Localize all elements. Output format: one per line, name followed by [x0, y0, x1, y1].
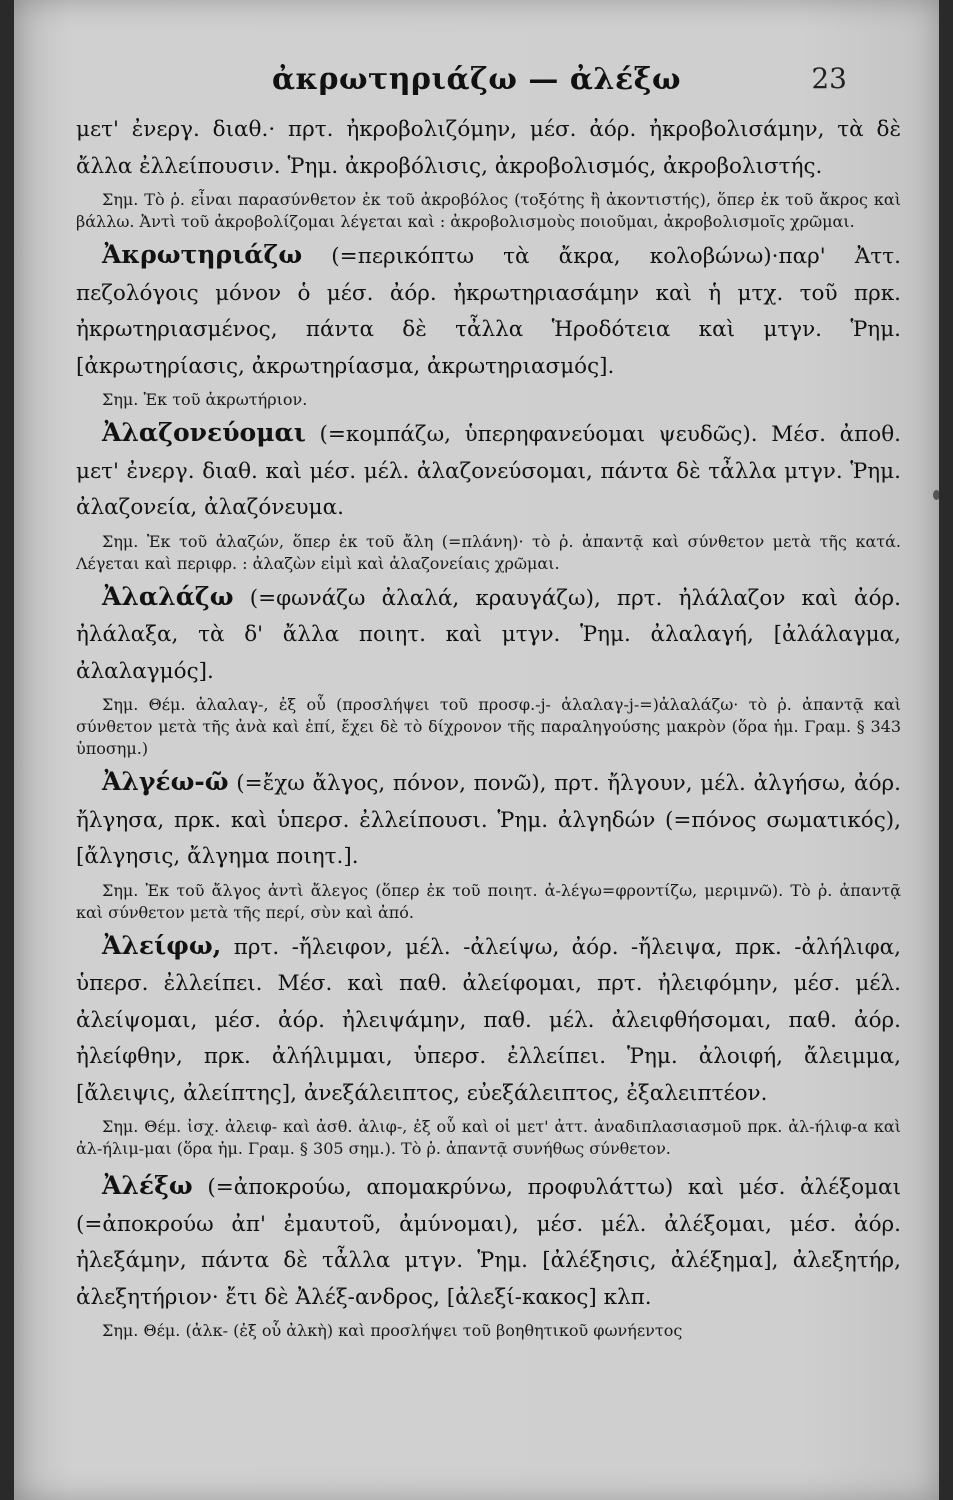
- paragraph-continuation: μετ' ἐνεργ. διαθ.· πρτ. ἠκροβολιζόμην, μέσ. ἀόρ. ἠκροβολισάμην, τὰ δὲ ἄλλα ἐλλείπουσιν. Ῥημ. ἀκροβόλισις, ἀκροβολισμός, ἀκροβολιστής.: [76, 117, 901, 179]
- headword: Ἀλείφω,: [102, 930, 222, 960]
- note-akrovolizomai: Σημ. Τὸ ῥ. εἶναι παρασύνθετον ἐκ τοῦ ἀκροβόλος (τοξότης ἢ ἀκοντιστής), ὅπερ ἐκ τοῦ ἄκρος καὶ βάλλω. Ἀντὶ τοῦ ἀκροβολίζομαι λέγεται καὶ : ἀκροβολισμοὺς ποιοῦμαι, ἀκροβολισμοῖς χρῶμαι.: [76, 190, 901, 231]
- entries-column: [76, 112, 901, 1342]
- entry-aleifo: Ἀλείφω, πρτ. -ἤλειφον, μέλ. -ἀλείψω, ἀόρ. -ἤλειψα, πρκ. -ἀλήλιφα, ὑπερσ. ἐλλείπει. Μέσ. καὶ παθ. ἀλείφομαι, πρτ. ἠλειφόμην, μέσ. μέλ. ἀλείψομαι, μέσ. ἀόρ. ἠλειψάμην, παθ. μέλ. ἀλειφθήσομαι, παθ. ἀόρ. ἠλείφθην, πρκ. ἀλήλιμμαι, ὑπερσ. ἐλλείπει. Ῥημ. ἀλοιφή, ἄλειμμα, [ἄλειψις, ἀλείπτης], ἀνεξάλειπτος, εὐεξάλειπτος, ἐξαλειπτέον.: [76, 930, 901, 1106]
- headword: Ἀλαλάζω: [102, 581, 234, 611]
- note-alazoneuomai: Σημ. Ἐκ τοῦ ἀλαζών, ὅπερ ἐκ τοῦ ἄλη (=πλάνη)· τὸ ῥ. ἀπαντᾷ καὶ σύνθετον μετὰ τῆς κατά. Λέγεται καὶ περιφρ. : ἀλαζὼν εἰμὶ καὶ ἀλαζονείαις χρῶμαι.: [76, 531, 901, 573]
- book-page: [14, 0, 939, 1500]
- entry-alalazo: Ἀλαλάζω (=φωνάζω ἀλαλά, κραυγάζω), πρτ. ἠλάλαζον καὶ ἀόρ. ἠλάλαξα, τὰ δ' ἄλλα ποιητ. καὶ μτγν. Ῥημ. ἀλαλαγή, [ἀλάλαγμα, ἀλαλαγμός].: [76, 581, 901, 684]
- running-header: [14, 62, 939, 102]
- page-edge-mark: [933, 490, 939, 500]
- headword: Ἀλγέω-ῶ: [102, 767, 229, 796]
- entry-alexo: Ἀλέξω (=ἀποκρούω, απομακρύνω, προφυλάττω) καὶ μέσ. ἀλέξομαι (=ἀποκρούω ἀπ' ἐμαυτοῦ, ἀμύνομαι), μέσ. μέλ. ἀλέξομαι, μέσ. ἀόρ. ἠλεξάμην, πάντα δὲ τἆλλα μτγν. Ῥημ. [ἀλέξησις, ἀλέξημα], ἀλεξητήρ, ἀλεξητήριον· ἔτι δὲ Ἀλέξ-ανδρος, [ἀλεξί-κακος] κλπ.: [76, 1171, 901, 1310]
- note-alexo: Σημ. Θέμ. (ἀλκ- (ἐξ οὗ ἀλκὴ) καὶ προσλήψει τοῦ βοηθητικοῦ φωνήεντος: [102, 1321, 683, 1340]
- running-title: ἀκρωτηριάζω — ἀλέξω: [271, 62, 682, 97]
- note-algeo: Σημ. Ἐκ τοῦ ἄλγος ἀντὶ ἄλεγος (ὅπερ ἐκ τοῦ ποιητ. ἀ-λέγω=φροντίζω, μεριμνῶ). Τὸ ῥ. ἀπαντᾷ καὶ σύνθετον μετὰ τῆς περί, σὺν καὶ ἀπό.: [76, 880, 901, 922]
- headword: Ἀλέξω: [102, 1171, 193, 1200]
- entry-akrotiriazo: Ἀκρωτηριάζω (=περικόπτω τὰ ἄκρα, κολοβώνω)·παρ' Ἀττ. πεζολόγοις μόνον ὁ μέσ. ἀόρ. ἠκρωτηριασάμην καὶ ἡ μτχ. τοῦ πρκ. ἠκρωτηριασμένος, πάντα δὲ τἆλλα Ἡροδότεια καὶ μτγν. Ῥημ. [ἀκρωτηρίασις, ἀκρωτηρίασμα, ἀκρωτηριασμός].: [76, 240, 901, 379]
- page-number: 23: [811, 62, 847, 95]
- note-akrotiriazo: Σημ. Ἐκ τοῦ ἀκρωτήριον.: [102, 390, 308, 409]
- headword: Ἀλαζονεύομαι: [102, 418, 306, 447]
- note-alalazo: Σημ. Θέμ. ἀλαλαγ-, ἐξ οὗ (προσλήψει τοῦ προσφ.-j- ἀλαλαγ-j-=)ἀλαλάζω· τὸ ῥ. ἀπαντᾷ καὶ σύνθετον μετὰ τῆς ἀνὰ καὶ ἐπί, ἔχει δὲ τὸ δίχρονον τῆς παραληγούσης μακρὸν (ὅρα ἡμ. Γραμ. § 343 ὑποσημ.): [76, 695, 901, 758]
- headword: Ἀκρωτηριάζω: [102, 240, 303, 269]
- note-aleifo: Σημ. Θέμ. ἰσχ. ἀλειφ- καὶ ἀσθ. ἀλιφ-, ἐξ οὗ καὶ οἱ μετ' ἀττ. ἀναδιπλασιασμοῦ πρκ. ἀλ-ήλιφ-α καὶ ἀλ-ήλιμ-μαι (ὅρα ἡμ. Γραμ. § 305 σημ.). Τὸ ῥ. ἀπαντᾷ συνήθως σύνθετον.: [76, 1117, 901, 1158]
- entry-alazoneuomai: Ἀλαζονεύομαι (=κομπάζω, ὑπερηφανεύομαι ψευδῶς). Μέσ. ἀποθ. μετ' ἐνεργ. διαθ. καὶ μέσ. μέλ. ἀλαζονεύσομαι, πάντα δὲ τἆλλα μτγν. Ῥημ. ἀλαζονεία, ἀλαζόνευμα.: [76, 418, 901, 520]
- entry-algeo: Ἀλγέω-ῶ (=ἔχω ἄλγος, πόνον, πονῶ), πρτ. ἤλγουν, μέλ. ἀλγήσω, ἀόρ. ἤλγησα, πρκ. καὶ ὑπερσ. ἐλλείπουσι. Ῥημ. ἀλγηδών (=πόνος σωματικός), [ἄλγησις, ἄλγημα ποιητ.].: [76, 767, 901, 869]
